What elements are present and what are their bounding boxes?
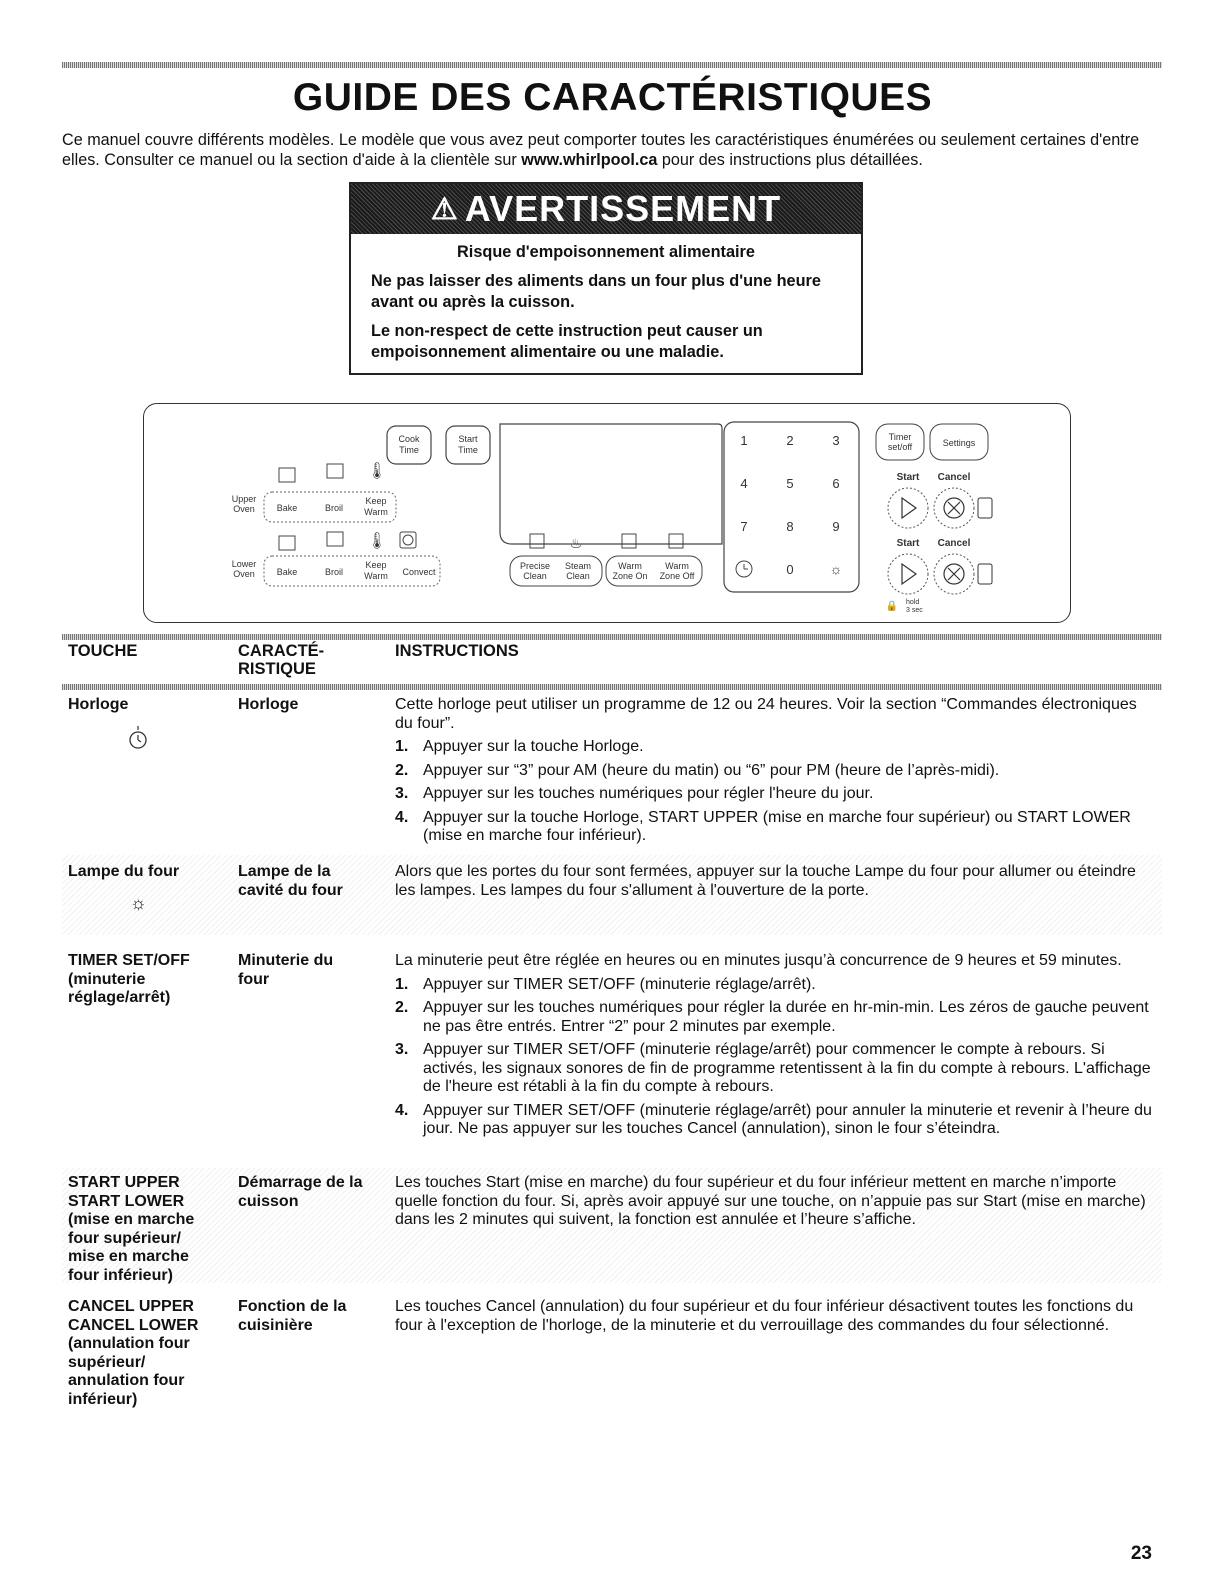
precise-clean-icon: [530, 534, 544, 548]
convect-fan-icon: [400, 532, 416, 548]
timer-step-3: 3. Appuyer sur TIMER SET/OFF (minuterie réglage/arrêt) pour commencer le compte à rebours. Si activés, les signaux sonores de fin de programme retentissent à la fin du compte à rebours. L'affichage de l'heure est rétabli à la fin du compte à rebours.: [395, 1041, 1151, 1095]
row-lampe-feature: Lampe de la cavité du four: [238, 863, 343, 899]
upper-start-button: [888, 488, 928, 528]
steam-icon: ♨: [569, 535, 583, 551]
row-horloge-key: Horloge: [68, 696, 129, 713]
horloge-step-3: 3. Appuyer sur les touches numériques pour régler l'heure du jour.: [395, 785, 874, 802]
lampe-intro: Alors que les portes du four sont fermées, appuyer sur la touche Lampe du four pour allumer ou éteindre les lampes. Les lampes du four s'allument à l'ouverture de la porte.: [395, 863, 1136, 899]
row-horloge-feature: Horloge: [238, 696, 299, 713]
hold-label-2: 3 sec: [906, 607, 923, 614]
whirlpool-link[interactable]: www.whirlpool.ca: [521, 151, 658, 169]
warning-triangle-icon: ⚠: [430, 192, 459, 226]
warning-line-2: Le non-respect de cette instruction peut causer un empoisonnement alimentaire ou une maladie.: [371, 322, 763, 361]
lower-oven-label-1: Lower: [231, 559, 257, 569]
horloge-intro: Cette horloge peut utiliser un programme de 12 ou 24 heures. Voir la section “Commandes électroniques du four”.: [395, 696, 1137, 732]
lower-start-button: [888, 554, 928, 594]
horloge-step-1: 1. Appuyer sur la touche Horloge.: [395, 738, 644, 755]
row-lampe-instructions: [395, 863, 1155, 905]
warning-box: [349, 182, 863, 375]
thermometer-icon: 🌡: [366, 463, 388, 480]
cook-time-label-2: Time: [399, 445, 419, 455]
lower-broil-icon: [327, 532, 343, 546]
lower-bake-label: Bake: [276, 567, 298, 577]
row-start-feature: Démarrage de la cuisson: [238, 1174, 363, 1210]
lower-oven-icon: [978, 564, 992, 584]
header-instructions: INSTRUCTIONS: [395, 642, 519, 660]
key-1: 1: [740, 433, 748, 448]
page-number: 23: [1130, 1543, 1152, 1564]
header-caracteristique: CARACTÉ- RISTIQUE: [238, 642, 325, 678]
convect-label: Convect: [402, 567, 436, 577]
row-timer-instructions: [395, 952, 1155, 1144]
horloge-step-2: 2. Appuyer sur “3” pour AM (heure du matin) ou “6” pour PM (heure de l’après-midi).: [395, 761, 1000, 779]
upper-start-icon: [902, 498, 916, 518]
row-cancel-key: CANCEL UPPER CANCEL LOWER (annulation four supérieur/ annulation four inférieur): [68, 1298, 199, 1408]
header-bottom-rule: [62, 684, 1162, 690]
warm-zone-on-2: Zone On: [612, 571, 648, 581]
header-touche: TOUCHE: [68, 642, 138, 660]
intro-paragraph: Ce manuel couvre différents modèles. Le modèle que vous avez peut comporter toutes les caractéristiques énumérées ou seulement certaines d'entre elles. Consulter ce manuel ou la section d'aide à la clientèle sur www.whirlpool.ca pour des instructions plus détaillées.: [62, 131, 1140, 169]
key-3: 3: [832, 433, 840, 448]
warm-zone-off-2: Zone Off: [659, 571, 695, 581]
upper-oven-label-2: Oven: [233, 504, 255, 514]
timer-step-1: 1. Appuyer sur TIMER SET/OFF (minuterie réglage/arrêt).: [395, 975, 816, 993]
precise-clean-2: Clean: [523, 571, 547, 581]
broil-icon: [327, 464, 343, 478]
key-5: 5: [786, 476, 794, 491]
lower-thermometer-icon: 🌡: [366, 533, 388, 550]
lower-keep-warm-2: Warm: [364, 571, 388, 581]
warm-zone-off-1: Warm: [665, 561, 689, 571]
warm-zone-on-1: Warm: [618, 561, 642, 571]
table-top-rule: [62, 634, 1162, 640]
key-2: 2: [786, 433, 794, 448]
upper-bake-label: Bake: [276, 503, 298, 513]
key-4: 4: [740, 476, 748, 491]
key-0: 0: [786, 562, 794, 577]
start-intro: Les touches Start (mise en marche) du four supérieur et du four inférieur mettent en marche n’importe quelle fonction du four. Si, après avoir appuyé sur une touche, on n’appuie pas sur Start (mise en marche) dans les 2 minutes qui suivent, la fonction est annulée et l’heure s’affiche.: [395, 1174, 1146, 1228]
timer-intro: La minuterie peut être réglée en heures ou en minutes jusqu’à concurrence de 9 heures et 59 minutes.: [395, 952, 1122, 969]
hold-label-1: hold: [906, 599, 920, 606]
warning-risk: Risque d'empoisonnement alimentaire: [457, 243, 755, 261]
clock-icon: [128, 724, 148, 752]
row-cancel-feature: Fonction de la cuisinière: [238, 1298, 347, 1334]
display-area: [500, 424, 722, 544]
timer-step-2: 2. Appuyer sur les touches numériques pour régler la durée en hr-min-min. Les zéros de gauche peuvent ne pas être entrés. Entrer “2” pour 2 minutes par exemple.: [395, 999, 1149, 1035]
horloge-step-4: 4. Appuyer sur la touche Horloge, START UPPER (mise en marche four supérieur) ou START LOWER (mise en marche four inférieur).: [395, 808, 1131, 844]
oven-light-key-icon: ☼: [829, 561, 843, 577]
top-rule: [62, 62, 1162, 68]
steam-clean-2: Clean: [566, 571, 590, 581]
upper-start-label: Start: [896, 472, 920, 483]
page-title: GUIDE DES CARACTÉRISTIQUES: [292, 76, 933, 119]
control-panel-svg: [144, 404, 1072, 624]
bake-icon: [279, 468, 295, 482]
timer-step-4: 4. Appuyer sur TIMER SET/OFF (minuterie réglage/arrêt) pour annuler la minuterie et revenir à l’heure du jour. Ne pas appuyer sur les touches Cancel (annulation), sinon le four s’éteindra.: [395, 1101, 1152, 1137]
warning-line-1: Ne pas laisser des aliments dans un four plus d'une heure avant ou après la cuisson.: [371, 272, 821, 311]
cancel-intro: Les touches Cancel (annulation) du four supérieur et du four inférieur désactivent toutes les fonctions du four à l'exception de l'horloge, de la minuterie et du verrouillage des commandes du four sélectionné.: [395, 1298, 1134, 1334]
row-horloge-instructions: [395, 696, 1155, 851]
upper-oven-label-1: Upper: [231, 494, 257, 504]
upper-keep-warm-1: Keep: [365, 496, 387, 506]
cook-time-label-1: Cook: [398, 434, 420, 444]
lower-keep-warm-1: Keep: [365, 560, 387, 570]
lower-start-label: Start: [896, 538, 920, 549]
fan-circle: [403, 535, 413, 545]
upper-broil-label: Broil: [324, 503, 344, 513]
row-start-instructions: [395, 1174, 1155, 1235]
steam-clean-1: Steam: [564, 561, 592, 571]
lower-cancel-label: Cancel: [937, 538, 971, 549]
oven-light-icon: ☼: [130, 893, 147, 913]
lower-broil-label: Broil: [324, 567, 344, 577]
upper-oven-icon: [978, 498, 992, 518]
precise-clean-1: Precise: [519, 561, 551, 571]
warm-zone-off-icon: [669, 534, 683, 548]
row-cancel-instructions: [395, 1298, 1155, 1340]
key-8: 8: [786, 519, 794, 534]
timer-label-1: Timer: [888, 432, 912, 442]
key-9: 9: [832, 519, 840, 534]
lower-bake-icon: [279, 536, 295, 550]
key-6: 6: [832, 476, 840, 491]
row-start-key: START UPPER START LOWER (mise en marche four supérieur/ mise en marche four inférieur): [68, 1174, 195, 1284]
start-time-label-2: Time: [458, 445, 478, 455]
upper-keep-warm-2: Warm: [364, 507, 388, 517]
control-panel-illustration: [143, 403, 1071, 623]
upper-cancel-label: Cancel: [937, 472, 971, 483]
row-lampe-key: Lampe du four: [68, 863, 180, 880]
timer-label-2: set/off: [887, 442, 913, 452]
warm-zone-on-icon: [622, 534, 636, 548]
row-timer-feature: Minuterie du four: [238, 952, 334, 988]
key-7: 7: [740, 519, 748, 534]
row-timer-key: TIMER SET/OFF (minuterie réglage/arrêt): [68, 952, 190, 1006]
lower-oven-label-2: Oven: [233, 569, 255, 579]
settings-label: Settings: [942, 438, 976, 448]
lower-start-icon: [902, 564, 916, 584]
start-time-label-1: Start: [458, 434, 478, 444]
warning-header: ⚠ AVERTISSEMENT: [351, 184, 861, 234]
lock-icon: 🔒: [885, 601, 899, 612]
